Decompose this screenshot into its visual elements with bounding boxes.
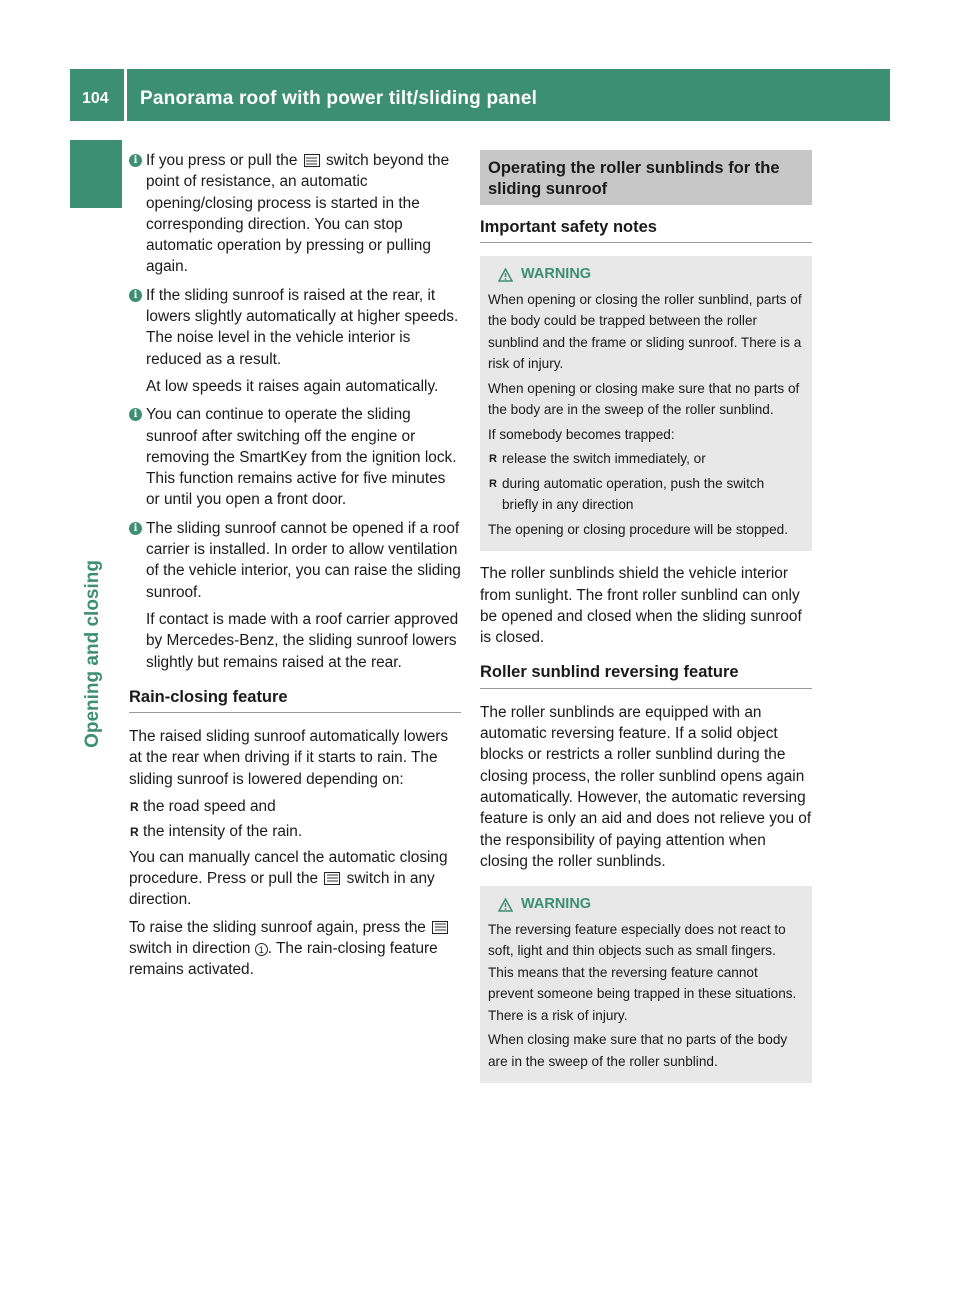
paragraph-text: switch in direction: [129, 939, 255, 957]
warning-paragraph: When closing make sure that no parts of the body are in the sweep of the roller sunblind.: [488, 1032, 788, 1069]
warning-box: [480, 256, 812, 551]
rain-raise-paragraph: [129, 917, 461, 981]
warning-paragraph: When opening or closing make sure that no parts of the body are in the sweep of the roller sunblind.: [488, 380, 800, 418]
bullet-item: R release the switch immediately, or: [488, 448, 804, 470]
info-note: [129, 150, 461, 278]
info-note: [129, 404, 461, 510]
bullet-item: R the road speed and: [129, 796, 461, 817]
note-paragraph: The sliding sunroof cannot be opened if a roof carrier is installed. In order to allow ventilation of the vehicle interior, you can raise the sliding sunroof.: [146, 519, 461, 601]
note-paragraph: You can continue to operate the sliding sunroof after switching off the engine or removing the SmartKey from the ignition lock. This function remains active for five minutes or until you open a front door.: [146, 406, 457, 509]
safety-notes-heading: Important safety notes: [480, 217, 812, 243]
note-paragraph: [146, 150, 461, 278]
side-tab-marker: [70, 140, 122, 208]
warning-box: [480, 886, 812, 1083]
section-title: Operating the roller sunblinds for the sliding sunroof: [480, 150, 812, 205]
note-paragraph: If contact is made with a roof carrier approved by Mercedes-Benz, the sliding sunroof lowers slightly but remains raised at the rear.: [146, 610, 459, 671]
switch-icon: [432, 921, 448, 934]
shield-paragraph: The roller sunblinds shield the vehicle interior from sunlight. The front roller sunblind can only be opened and closed when the sliding sunroof is closed.: [480, 565, 802, 647]
left-column: [129, 150, 461, 986]
warning-label: WARNING: [521, 266, 592, 283]
info-icon: i: [129, 154, 142, 167]
warning-label: WARNING: [521, 896, 592, 913]
header-divider: [124, 69, 127, 121]
note-text: If you press or pull the: [146, 152, 302, 169]
switch-icon: [304, 154, 320, 167]
bullet-item: R the intensity of the rain.: [129, 821, 461, 842]
info-icon: i: [129, 289, 142, 302]
warning-title: [498, 894, 804, 916]
info-icon: i: [129, 408, 142, 421]
warning-paragraph: The reversing feature especially does not react to soft, light and thin objects such as small fingers. This means that the reversing feature cannot prevent someone being trapped in these situations. There is a risk of injury.: [488, 921, 797, 1023]
warning-paragraph: If somebody becomes trapped:: [488, 426, 675, 442]
reversing-feature-heading: Roller sunblind reversing feature: [480, 662, 812, 688]
rain-intro: The raised sliding sunroof automatically lowers at the rear when driving if it starts to rain. The sliding sunroof is lowered depending on:: [129, 728, 449, 788]
paragraph-text: . The rain-closing feature remains activated.: [129, 939, 438, 979]
warning-title: [498, 264, 804, 286]
note-paragraph: If the sliding sunroof is raised at the rear, it lowers slightly automatically at higher speeds. The noise level in the vehicle interior is reduced as a result.: [146, 286, 459, 368]
info-icon: i: [129, 522, 142, 535]
note-text: switch beyond the point of resistance, an automatic opening/closing process is started in the corresponding direction. You can stop automatic operation by pressing or pulling again.: [146, 152, 450, 276]
bullet-item: R during automatic operation, push the switch briefly in any direction: [488, 473, 804, 516]
note-paragraph: At low speeds it raises again automatically.: [146, 377, 439, 395]
paragraph-text: To raise the sliding sunroof again, press the: [129, 918, 431, 936]
paragraph-text: switch in any direction.: [129, 869, 435, 909]
paragraph-text: You can manually cancel the automatic closing procedure. Press or pull the: [129, 848, 448, 887]
warning-paragraph: The opening or closing procedure will be stopped.: [488, 521, 789, 537]
page-number: 104: [82, 90, 109, 107]
warning-paragraph: When opening or closing the roller sunblind, parts of the body could be trapped between the roller sunblind and the frame or sliding sunroof. There is a risk of injury.: [488, 291, 802, 372]
rain-closing-heading: Rain-closing feature: [129, 687, 461, 713]
direction-number-icon: 1: [255, 943, 268, 956]
rain-cancel-paragraph: [129, 847, 461, 911]
right-column: [480, 150, 812, 1095]
info-note: [129, 518, 461, 673]
chapter-label: Opening and closing: [82, 560, 103, 748]
info-note: [129, 285, 461, 397]
switch-icon: [324, 872, 340, 885]
warning-triangle-icon: [498, 268, 513, 282]
page-title: Panorama roof with power tilt/sliding panel: [140, 88, 538, 109]
reversing-paragraph: The roller sunblinds are equipped with an automatic reversing feature. If a solid object blocks or restricts a roller sunblind during the closing process, the roller sunblind opens again automatically. However, the automatic reversing feature is only an aid and does not relieve you of the responsibility of paying attention when closing the roller sunblinds.: [480, 703, 812, 870]
warning-triangle-icon: [498, 898, 513, 912]
